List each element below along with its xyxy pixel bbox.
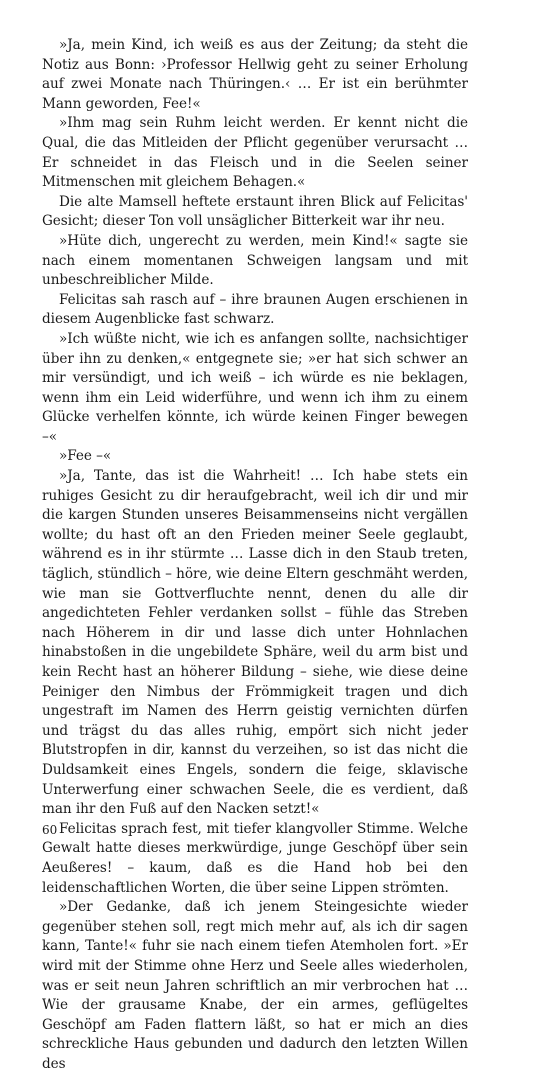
paragraph: »Ich wüßte nicht, wie ich es anfangen sollte, nachsichtiger über ihn zu denken,« entgegnete sie; »er hat sich schwer an mir versündigt, und ich weiß – ich würde es nie beklagen, wenn ihm ein Leid widerführe, und wenn ich ihm zu einem Glücke verhelfen könnte, ich würde keinen Finger bewegen –« [42, 330, 468, 445]
paragraph: »Fee –« [59, 448, 112, 465]
paragraph: Die alte Mamsell heftete erstaunt ihren Blick auf Felicitas' Gesicht; dieser Ton voll unsäglicher Bitterkeit war ihr neu. [42, 193, 468, 230]
paragraph: »Der Gedanke, daß ich jenem Steingesichte wieder gegenüber stehen soll, regt mich mehr auf, als ich dir sagen kann, Tante!« fuhr sie nach einem tiefen Atemholen fort. »Er wird mit der Stimme ohne Herz und Seele alles wiederholen, was er seit neun Jahren schriftlich an mir verbrochen hat … Wie der grausame Knabe, der ein armes, geflügeltes Geschöpf am Faden flattern läßt, so hat er mich an dies schreckliche Haus gebunden und dadurch den letzten Willen des [42, 899, 468, 1072]
paragraph: »Hüte dich, ungerecht zu werden, mein Kind!« sagte sie nach einem momentanen Schweigen langsam und mit unbeschreiblicher Milde. [42, 232, 468, 289]
paragraph: Felicitas sprach fest, mit tiefer klangvoller Stimme. Welche Gewalt hatte dieses merkwürdige, junge Geschöpf über sein Aeußeres! – kaum, daß es die Hand hob bei den leidenschaftlichen Worten, die über seine Lippen strömten. [42, 820, 468, 896]
paragraph: »Ja, Tante, das ist die Wahrheit! … Ich habe stets ein ruhiges Gesicht zu dir heraufgebracht, weil ich dir und mir die kargen Stunden unseres Beisammenseins nicht vergällen wollte; du hast oft an den Frieden meiner Seele geglaubt, während es in ihr stürmte … Lasse dich in den Staub treten, täglich, stündlich – höre, wie deine Eltern geschmäht werden, wie man sie Gottverfluchte nennt, denen du alle dir angedichteten Fehler verdanken sollst – fühle das Streben nach Höherem in dir und lasse dich unter Hohnlachen hinabstoßen in die ungebildete Sphäre, weil du arm bist und kein Recht hast an höherer Bildung – siehe, wie diese deine Peiniger den Nimbus der Frömmigkeit tragen und dich ungestraft im Namen des Herrn geistig vernichten dürfen und trägst du das alles ruhig, empört sich nicht jeder Blutstropfen in dir, kannst du verzeihen, so ist das nicht die Duldsamkeit eines Engels, sondern die feige, sklavische Unterwerfung einer schwachen Seele, die es verdient, daß man ihr den Fuß auf den Nacken setzt!« [42, 468, 468, 818]
page-number: 60 [42, 823, 58, 837]
page-body [42, 36, 468, 1074]
paragraph: Felicitas sah rasch auf – ihre braunen Augen erschienen in diesem Augenblicke fast schwarz. [42, 291, 468, 328]
paragraph: »Ja, mein Kind, ich weiß es aus der Zeitung; da steht die Notiz aus Bonn: ›Professor Hellwig geht zu seiner Erholung auf zwei Monate nach Thüringen.‹ … Er ist ein berühmter Mann geworden, Fee!« [42, 37, 468, 112]
paragraph: »Ihm mag sein Ruhm leicht werden. Er kennt nicht die Qual, die das Mitleiden der Pflicht gegenüber verursacht … Er schneidet in das Fleisch und in die Seelen seiner Mitmenschen mit gleichem Behagen.« [42, 115, 468, 191]
